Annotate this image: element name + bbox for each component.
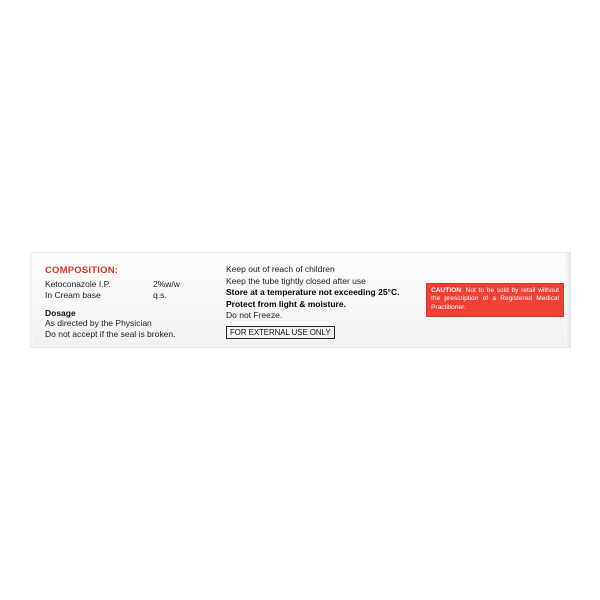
external-use-box: FOR EXTERNAL USE ONLY — [226, 326, 335, 339]
dosage-line: As directed by the Physician — [45, 318, 152, 328]
composition-row — [45, 279, 225, 290]
dosage-line: Do not accept if the seal is broken. — [45, 328, 176, 339]
ingredient-name: In Cream base — [45, 290, 101, 300]
caution-box — [426, 283, 564, 317]
storage-line: Store at a temperature not exceeding 25°C. — [226, 287, 400, 297]
storage-line: Protect from light & moisture. — [226, 298, 346, 309]
ingredient-name: Ketoconazole I.P. — [45, 279, 111, 289]
caution-body: : Not to be sold by retail without the prescription of a Registered Medical Practitioner. — [431, 287, 559, 311]
dosage-title: Dosage — [45, 308, 76, 318]
panel-left-edge — [30, 253, 33, 347]
storage-line: Keep the tube tightly closed after use — [226, 275, 366, 286]
panel-right-edge — [565, 253, 571, 347]
composition-title: COMPOSITION: — [45, 265, 119, 276]
caution-heading: CAUTION — [431, 287, 462, 294]
caution-text — [431, 287, 559, 312]
composition-block — [45, 265, 225, 339]
storage-line: Do not Freeze. — [226, 310, 283, 320]
ingredient-value: q.s. — [153, 290, 167, 300]
ingredient-value: 2%w/w — [153, 279, 180, 289]
composition-row — [45, 290, 225, 301]
storage-line: Keep out of reach of children — [226, 264, 335, 274]
storage-block — [226, 264, 421, 340]
carton-side-panel — [30, 252, 571, 348]
